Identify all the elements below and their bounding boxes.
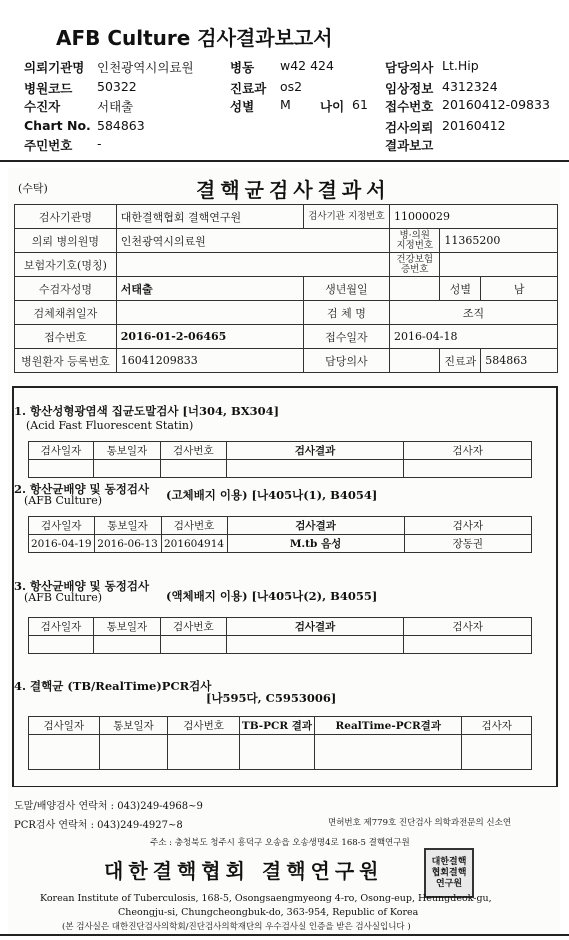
report-title: 결핵균검사결과서 <box>196 178 391 202</box>
cell <box>226 460 404 478</box>
info-table <box>14 204 558 373</box>
header-value: 50322 <box>97 79 137 94</box>
cell <box>462 735 532 770</box>
sex-label: 성별 <box>440 277 481 301</box>
test-date: 2016-04-19 <box>29 535 95 553</box>
col-header: 검사번호 <box>168 717 240 735</box>
header-label: 접수번호 <box>385 99 434 114</box>
contact-pcr: PCR검사 연락처 : 043)249-4927~8 <box>14 820 183 831</box>
section-2-table <box>28 516 532 553</box>
cell <box>160 460 226 478</box>
cell <box>160 636 226 654</box>
section-4-title: 4. 결핵균 (TB/RealTime)PCR검사 <box>14 679 212 693</box>
institute-address-en-2: Cheongju-si, Chungcheongbuk-do, 363-954, Republic of Korea <box>118 907 419 918</box>
header-value: w42 424 <box>280 58 334 73</box>
sex-value: 남 <box>481 277 558 301</box>
table-row <box>29 618 532 636</box>
col-header: 검사번호 <box>160 442 226 460</box>
name-label: 수검자성명 <box>15 277 117 301</box>
table-row <box>29 636 532 654</box>
collect-value <box>116 301 303 325</box>
col-header: 통보일자 <box>94 517 161 535</box>
dept-value: 584863 <box>481 349 558 373</box>
name-value: 서태출 <box>116 277 303 301</box>
col-header: 통보일자 <box>99 717 168 735</box>
col-header: 검사자 <box>404 442 532 460</box>
section-3-table <box>28 617 532 654</box>
table-row <box>15 349 558 373</box>
recv-date-value: 2016-04-18 <box>390 325 558 349</box>
table-row <box>15 205 558 229</box>
lab-no-label: 검사기관 지정번호 <box>303 205 389 229</box>
table-row <box>29 535 532 553</box>
header-label: 수진자 <box>24 99 61 114</box>
hosp-value: 인천광역시의료원 <box>116 229 389 253</box>
page-title: AFB Culture 검사결과보고서 <box>56 26 333 50</box>
cell <box>226 636 404 654</box>
cell <box>239 735 314 770</box>
hosp-label: 의뢰 병의원명 <box>15 229 117 253</box>
section-2-subtitle: (AFB Culture) <box>24 494 103 507</box>
specimen-label: 검 체 명 <box>303 301 389 325</box>
cell <box>29 460 94 478</box>
col-header: RealTime-PCR결과 <box>315 717 462 735</box>
doctor-label: 담당의사 <box>303 349 389 373</box>
header-label: 병원코드 <box>24 81 73 96</box>
cell <box>404 636 532 654</box>
header-value: 584863 <box>97 118 145 133</box>
header-value: - <box>97 136 102 151</box>
col-header: 검사일자 <box>29 717 100 735</box>
cell <box>93 460 160 478</box>
col-header: 검사자 <box>462 717 532 735</box>
col-header: 검사자 <box>404 517 531 535</box>
header-value: 4312324 <box>442 79 498 94</box>
header-value: 20160412 <box>442 118 506 133</box>
col-header: 검사일자 <box>29 618 94 636</box>
section-3-subtitle: (AFB Culture) <box>24 591 103 604</box>
section-1-subtitle: (Acid Fast Fluorescent Statin) <box>26 419 194 432</box>
table-row <box>29 717 532 735</box>
institute-name-kr: 대한결핵협회 결핵연구원 <box>104 859 384 883</box>
header-label: 병동 <box>230 60 255 75</box>
table-row <box>15 277 558 301</box>
header-value: 인천광역시의료원 <box>97 60 194 75</box>
insured-value <box>116 253 389 277</box>
dept-label: 진료과 <box>440 349 481 373</box>
cell <box>168 735 240 770</box>
institute-address-en-1: Korean Institute of Tuberculosis, 168-5, Osongsaengmyeong 4-ro, Osong-eup, Heungdeok-gu, <box>40 893 492 904</box>
col-header: 검사일자 <box>29 517 95 535</box>
header-label: 진료과 <box>230 81 267 96</box>
table-row <box>29 735 532 770</box>
test-result: M.tb 음성 <box>227 535 404 553</box>
header-label: 결과보고 <box>385 138 434 153</box>
seal-text: 대한결핵협회결핵연구원 <box>431 856 467 889</box>
recv-date-label: 접수일자 <box>303 325 389 349</box>
age-value: 61 <box>352 97 368 112</box>
header-label: 성별 <box>230 99 255 114</box>
cell <box>29 735 100 770</box>
test-number: 201604914 <box>161 535 227 553</box>
reg-no-label: 병원환자 등록번호 <box>15 349 117 373</box>
section-1-title: 1. 항산성형광염색 집균도말검사 [너304, BX304] <box>14 404 280 418</box>
table-row <box>29 460 532 478</box>
su-tak-label: (수탁) <box>18 182 48 195</box>
recv-no-value: 2016-01-2-06465 <box>116 325 303 349</box>
header-value: os2 <box>280 79 303 94</box>
col-header: 검사자 <box>404 618 532 636</box>
section-3-title: 3. 항산균배양 및 동정검사 <box>14 579 150 593</box>
header-label: 임상정보 <box>385 81 434 96</box>
certification-note: (본 검사실은 대한진단검사의학회/진단검사의학재단의 우수검사실 인증을 받은 검사실입니다 ) <box>62 922 411 932</box>
header-divider <box>0 160 569 162</box>
header-value: Lt.Hip <box>442 58 479 73</box>
cell <box>99 735 168 770</box>
section-4-table <box>28 716 532 770</box>
contact-smear: 도말/배양검사 연락처 : 043)249-4968~9 <box>14 801 203 812</box>
header-value: 20160412-09833 <box>442 97 550 112</box>
col-header: 검사번호 <box>161 517 227 535</box>
section-2-title: 2. 항산균배양 및 동정검사 <box>14 482 150 496</box>
section-3-tag: (액체배지 이용) [나405나(2), B4055] <box>166 589 378 603</box>
header-label: 담당의사 <box>385 60 434 75</box>
cell <box>29 636 94 654</box>
license-line: 면허번호 제779호 진단검사 의학과전문의 신소연 <box>328 818 512 828</box>
hosp-no-value: 11365200 <box>440 229 558 253</box>
table-row <box>15 229 558 253</box>
lab-label: 검사기관명 <box>15 205 117 229</box>
specimen-value: 조직 <box>390 301 558 325</box>
header-label: 검사의뢰 <box>385 120 434 135</box>
section-4-tag: [나595다, C5953006] <box>206 691 337 705</box>
header-label: Chart No. <box>24 118 91 133</box>
lab-value: 대한결핵협회 결핵연구원 <box>116 205 303 229</box>
col-header: 통보일자 <box>93 618 160 636</box>
recv-no-label: 접수번호 <box>15 325 117 349</box>
health-no-label: 건강보험 증번호 <box>390 253 440 277</box>
col-header: 검사결과 <box>226 442 404 460</box>
birth-value <box>390 277 440 301</box>
doctor-value <box>390 349 440 373</box>
header-label: 의뢰기관명 <box>24 60 85 75</box>
bottom-divider <box>0 934 569 936</box>
collect-label: 검체채취일자 <box>15 301 117 325</box>
hosp-no-label: 병·의원 지정번호 <box>390 229 440 253</box>
tester: 장동권 <box>404 535 531 553</box>
address-kr: 주소 : 충청북도 청주시 흥덕구 오송읍 오송생명4로 168-5 결핵연구원 <box>150 838 410 848</box>
header-value: M <box>280 97 291 112</box>
age-label: 나이 <box>320 99 345 114</box>
header-value: 서태출 <box>97 99 134 114</box>
cell <box>93 636 160 654</box>
col-header: 검사결과 <box>226 618 404 636</box>
reg-no-value: 16041209833 <box>116 349 303 373</box>
cell <box>315 735 462 770</box>
section-2-tag: (고체배지 이용) [나405나(1), B4054] <box>166 488 378 502</box>
table-row <box>15 325 558 349</box>
table-row <box>29 517 532 535</box>
insured-label: 보험자기호(명칭) <box>15 253 117 277</box>
report-date: 2016-06-13 <box>94 535 161 553</box>
birth-label: 생년월일 <box>303 277 389 301</box>
table-row <box>15 253 558 277</box>
lab-no-value: 11000029 <box>390 205 558 229</box>
col-header: 검사번호 <box>160 618 226 636</box>
col-header: 검사일자 <box>29 442 94 460</box>
col-header: 통보일자 <box>93 442 160 460</box>
section-1-table <box>28 441 532 478</box>
col-header: TB-PCR 결과 <box>239 717 314 735</box>
col-header: 검사결과 <box>227 517 404 535</box>
institute-seal <box>424 848 474 898</box>
health-no-value <box>440 253 558 277</box>
cell <box>404 460 532 478</box>
table-row <box>29 442 532 460</box>
table-row <box>15 301 558 325</box>
header-label: 주민번호 <box>24 138 73 153</box>
